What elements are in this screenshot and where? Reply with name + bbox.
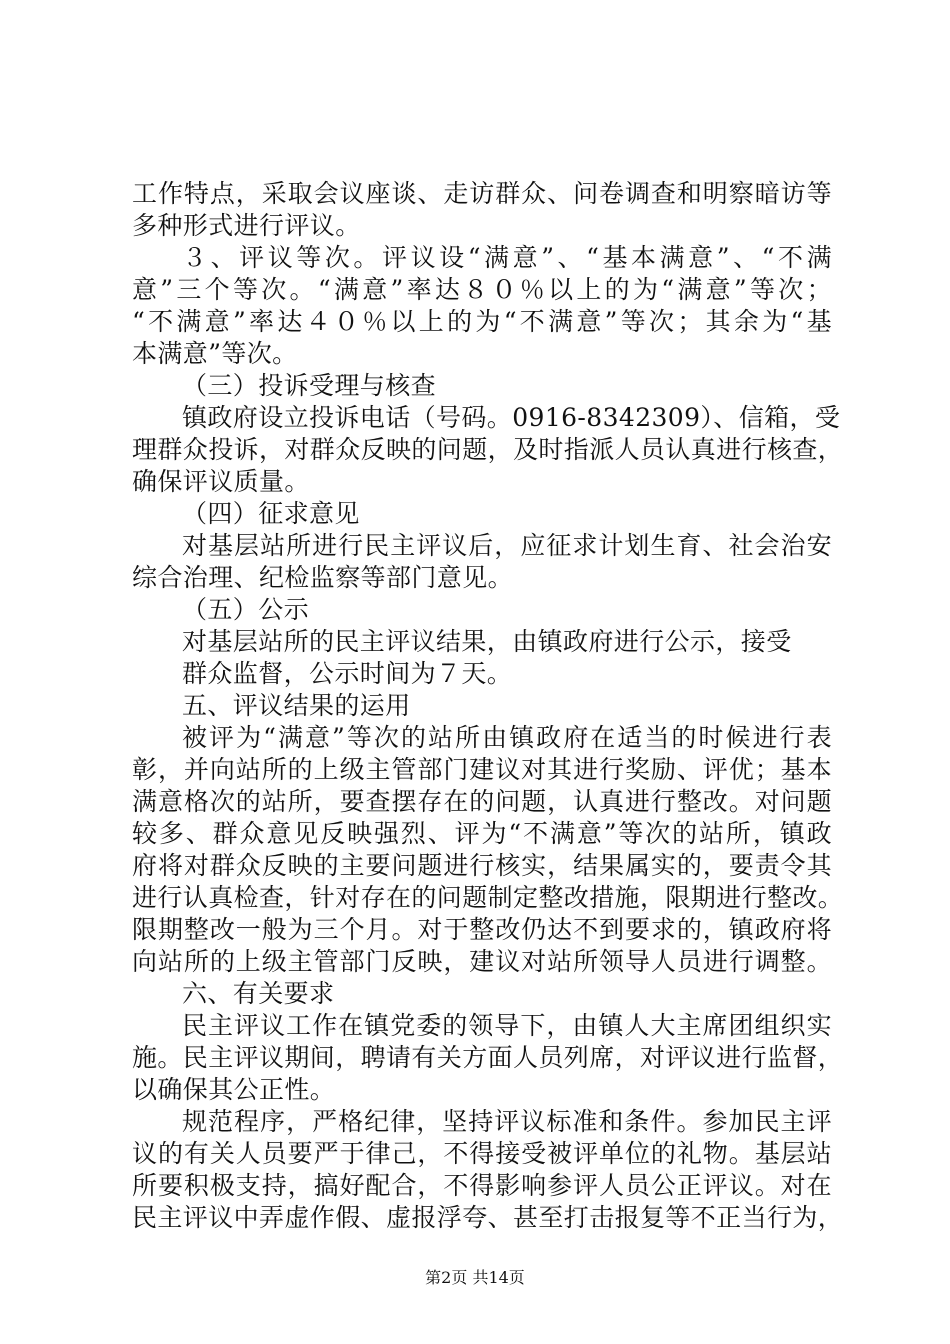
body-line: 综合治理、纪检监察等部门意见。 — [132, 563, 514, 592]
body-line: 议的有关人员要严于律己，不得接受被评单位的礼物。基层站 — [132, 1139, 832, 1168]
body-line: 所要积极支持，搞好配合，不得影响参评人员公正评议。对在 — [132, 1171, 832, 1200]
page-number: 第2页 共14页 — [425, 1268, 525, 1287]
body-line: 多种形式进行评议。 — [132, 211, 361, 240]
body-line: 以确保其公正性。 — [132, 1075, 336, 1104]
body-line: ３、评议等次。评议设“满意”、“基本满意”、“不满 — [182, 243, 832, 272]
body-line: 满意格次的站所，要查摆存在的问题，认真进行整改。对问题 — [132, 787, 832, 816]
body-line: 民主评议中弄虚作假、虚报浮夸、甚至打击报复等不正当行为， — [132, 1203, 844, 1232]
body-line: 限期整改一般为三个月。对于整改仍达不到要求的，镇政府将 — [132, 915, 832, 944]
body-line: 施。民主评议期间，聘请有关方面人员列席，对评议进行监督， — [132, 1043, 844, 1072]
section-heading: （三）投诉受理与核查 — [182, 371, 437, 400]
body-line: 较多、群众意见反映强烈、评为“不满意”等次的站所，镇政 — [132, 819, 832, 848]
section-heading: （四）征求意见 — [182, 499, 360, 528]
section-heading: 五、评议结果的运用 — [182, 691, 411, 720]
section-heading: （五）公示 — [182, 595, 310, 624]
body-line: 被评为“满意”等次的站所由镇政府在适当的时候进行表 — [182, 723, 832, 752]
body-line: 进行认真检查，针对存在的问题制定整改措施，限期进行整改。 — [132, 883, 844, 912]
body-line: 对基层站所的民主评议结果，由镇政府进行公示，接受 — [182, 627, 792, 656]
body-line: 彰，并向站所的上级主管部门建议对其进行奖励、评优；基本 — [132, 755, 832, 784]
section-heading: 六、有关要求 — [182, 979, 335, 1008]
body-line: 工作特点，采取会议座谈、走访群众、问卷调查和明察暗访等 — [132, 179, 832, 208]
body-line: 理群众投诉，对群众反映的问题，及时指派人员认真进行核查， — [132, 435, 844, 464]
body-line: 意”三个等次。“满意”率达８０％以上的为“满意”等次； — [132, 275, 832, 304]
body-line: 府将对群众反映的主要问题进行核实，结果属实的，要责令其 — [132, 851, 832, 880]
body-line: 确保评议质量。 — [132, 467, 310, 496]
body-line: 镇政府设立投诉电话（号码。0916-8342309）、信箱，受 — [182, 403, 841, 432]
body-line: 民主评议工作在镇党委的领导下，由镇人大主席团组织实 — [182, 1011, 832, 1040]
body-line: “不满意”率达４０％以上的为“不满意”等次；其余为“基 — [132, 307, 832, 336]
body-line: 向站所的上级主管部门反映，建议对站所领导人员进行调整。 — [132, 947, 832, 976]
body-line: 规范程序，严格纪律，坚持评议标准和条件。参加民主评 — [182, 1107, 832, 1136]
body-line: 本满意”等次。 — [132, 339, 298, 368]
body-line: 对基层站所进行民主评议后，应征求计划生育、社会治安 — [182, 531, 832, 560]
body-line: 群众监督，公示时间为７天。 — [182, 659, 513, 688]
